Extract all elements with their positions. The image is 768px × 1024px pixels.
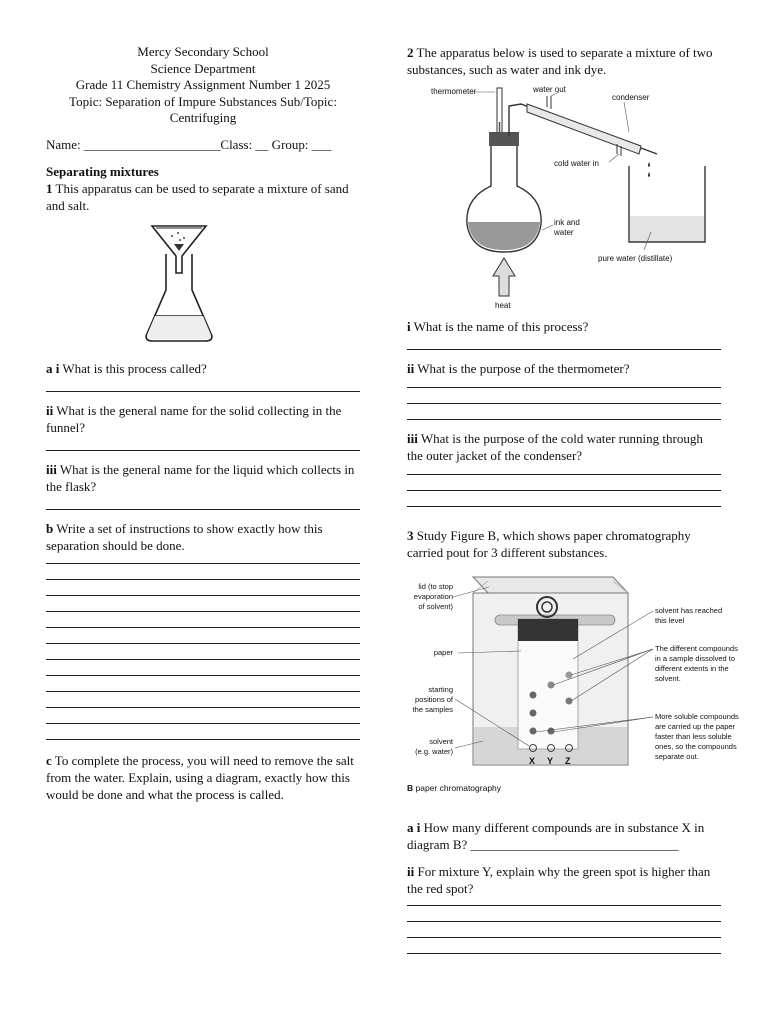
q2-number: 2	[407, 45, 414, 60]
filtration-apparatus-figure	[144, 218, 284, 348]
caption-text: paper chromatography	[413, 783, 502, 793]
label-different-3: different extents in the	[655, 664, 729, 673]
lane-label-y: Y	[547, 756, 554, 766]
q2-iii-label: iii	[407, 431, 418, 446]
q3a-ii-text: For mixture Y, explain why the green spot is higher than the red spot?	[407, 864, 711, 896]
answer-line[interactable]	[407, 475, 721, 491]
answer-line[interactable]	[407, 377, 721, 388]
answer-line[interactable]	[46, 436, 360, 451]
question-1a-ii	[46, 402, 360, 436]
right-column	[407, 44, 739, 954]
label-paper: paper	[433, 648, 453, 657]
department-name: Science Department	[150, 60, 256, 76]
question-1	[46, 180, 360, 214]
answer-line[interactable]	[46, 660, 360, 676]
label-solvent-1: solvent	[429, 737, 453, 746]
answer-line[interactable]	[407, 897, 721, 906]
q1a-ii-label: ii	[46, 402, 54, 418]
question-1b	[46, 520, 360, 554]
label-water-out: water out	[533, 85, 566, 94]
answer-line[interactable]	[407, 491, 721, 507]
answer-line[interactable]	[407, 906, 721, 922]
label-thermometer: thermometer	[431, 87, 477, 96]
spot-x-3	[530, 728, 537, 735]
q3-number: 3	[407, 528, 414, 543]
answer-line[interactable]	[46, 724, 360, 740]
spot-x-2	[530, 710, 537, 717]
answer-line[interactable]	[46, 564, 360, 580]
q2-i-text: What is the name of this process?	[410, 319, 589, 334]
q2-ii-label: ii	[407, 361, 415, 376]
q2-iii-text: What is the purpose of the cold water running through the outer jacket of the condenser?	[407, 431, 703, 463]
q3a-i-text: How many different compounds are in substance X in diagram B? ________________________________	[407, 820, 705, 852]
question-1a-iii	[46, 461, 360, 495]
answer-line[interactable]	[46, 377, 360, 392]
label-pure-water: pure water (distillate)	[598, 254, 673, 263]
q1a-i-text: What is this process called?	[59, 360, 207, 376]
q1a-i-label: a i	[46, 360, 60, 376]
label-lid-3: of solvent)	[418, 602, 453, 611]
answer-line[interactable]	[46, 596, 360, 612]
lane-label-z: Z	[565, 756, 571, 766]
label-lid-2: evaporation	[413, 592, 453, 601]
label-soluble-2: are carried up the paper	[655, 722, 736, 731]
question-2	[407, 44, 721, 78]
q1-text: This apparatus can be used to separate a mixture of sand and salt.	[46, 180, 349, 213]
label-starting-1: starting	[428, 685, 453, 694]
answer-line[interactable]	[46, 628, 360, 644]
answer-line[interactable]	[46, 708, 360, 724]
chromatography-tank	[473, 577, 628, 765]
answer-line[interactable]	[46, 495, 360, 510]
answer-line[interactable]	[407, 388, 721, 404]
q1a-iii-text: What is the general name for the liquid which collects in the flask?	[46, 461, 355, 494]
label-reached-2: this level	[655, 616, 685, 625]
q1-number: 1	[46, 180, 53, 196]
assignment-title: Grade 11 Chemistry Assignment Number 1 2025	[75, 77, 331, 92]
answer-lines-q2-iii	[407, 464, 721, 507]
answer-line[interactable]	[46, 692, 360, 708]
answer-line[interactable]	[407, 938, 721, 954]
label-starting-3: the samples	[412, 705, 453, 714]
label-different-4: solvent.	[655, 674, 681, 683]
instructions-answer-lines	[46, 554, 360, 740]
label-soluble-3: faster than less soluble	[655, 732, 732, 741]
answer-line[interactable]	[46, 644, 360, 660]
topic-line-2: Centrifuging	[169, 110, 237, 125]
question-2-i	[407, 318, 721, 335]
name-class-group-line[interactable]: Name: _____________________Class: __ Group: ___	[46, 136, 332, 152]
question-2-iii	[407, 430, 721, 464]
heat-arrow	[493, 258, 515, 296]
question-1c	[46, 752, 360, 803]
answer-lines-q2-ii	[407, 377, 721, 420]
spot-x-1	[530, 692, 537, 699]
label-heat: heat	[495, 301, 511, 310]
answer-line[interactable]	[407, 464, 721, 475]
left-column	[46, 44, 360, 803]
condenser-drawing	[509, 92, 657, 162]
answer-line[interactable]	[407, 335, 721, 350]
label-ink-and-water-1: ink and	[554, 218, 580, 227]
label-ink-and-water-2: water	[554, 228, 574, 237]
label-reached-1: solvent has reached	[655, 606, 723, 615]
label-starting-2: positions of	[415, 695, 453, 704]
q3a-i-label: a i	[407, 820, 421, 835]
chromatography-figure	[403, 567, 743, 803]
label-soluble-5: separate out.	[655, 752, 699, 761]
label-condenser: condenser	[612, 93, 650, 102]
q1b-text: Write a set of instructions to show exactly how this separation should be done.	[46, 520, 323, 553]
label-lid-1: lid (to stop	[418, 582, 453, 591]
answer-line[interactable]	[46, 612, 360, 628]
round-bottom-flask	[467, 132, 553, 252]
q2-i-label: i	[407, 319, 411, 334]
answer-line[interactable]	[407, 404, 721, 420]
question-3a-i	[407, 819, 721, 853]
distillation-apparatus-figure	[429, 82, 729, 314]
question-3	[407, 527, 721, 561]
label-soluble-1: More soluble compounds	[655, 712, 739, 721]
filter-funnel	[152, 226, 206, 273]
q3a-ii-label: ii	[407, 864, 415, 879]
label-solvent-2: (e.g. water)	[415, 747, 453, 756]
answer-line[interactable]	[46, 676, 360, 692]
q1c-text: To complete the process, you will need to remove the salt from the water. Explain, using a diagram, exactly how this would be done and what the process is called.	[46, 752, 354, 802]
label-different-1: The different compounds	[655, 644, 738, 653]
lane-label-x: X	[529, 756, 536, 766]
topic-line-1: Topic: Separation of Impure Substances Sub/Topic:	[69, 93, 337, 109]
question-2-ii	[407, 360, 721, 377]
answer-line[interactable]	[407, 922, 721, 938]
section-title: Separating mixtures	[46, 163, 159, 179]
q1a-ii-text: What is the general name for the solid collecting in the funnel?	[46, 402, 342, 435]
figure-caption	[407, 783, 502, 793]
label-cold-water-in: cold water in	[554, 159, 599, 168]
label-different-2: in a sample dissolved to	[655, 654, 736, 663]
collecting-beaker	[629, 162, 705, 250]
answer-line[interactable]	[46, 554, 360, 564]
q1c-label: c	[46, 752, 52, 768]
q1b-label: b	[46, 520, 54, 536]
q2-ii-text: What is the purpose of the thermometer?	[414, 361, 630, 376]
q3-text: Study Figure B, which shows paper chromatography carried pout for 3 different substances.	[407, 528, 691, 560]
answer-line[interactable]	[46, 580, 360, 596]
label-soluble-4: ones, so the compounds	[655, 742, 737, 751]
question-1a-i	[46, 360, 360, 377]
document-header	[46, 44, 360, 127]
school-name: Mercy Secondary School	[137, 44, 269, 59]
caption-letter: B	[407, 783, 414, 793]
q2-text: The apparatus below is used to separate a mixture of two substances, such as water and ink dye.	[407, 45, 713, 77]
q1a-iii-label: iii	[46, 461, 57, 477]
spot-y-red	[548, 728, 555, 735]
question-3a-ii	[407, 863, 721, 897]
answer-lines-q3-ii	[407, 897, 721, 954]
